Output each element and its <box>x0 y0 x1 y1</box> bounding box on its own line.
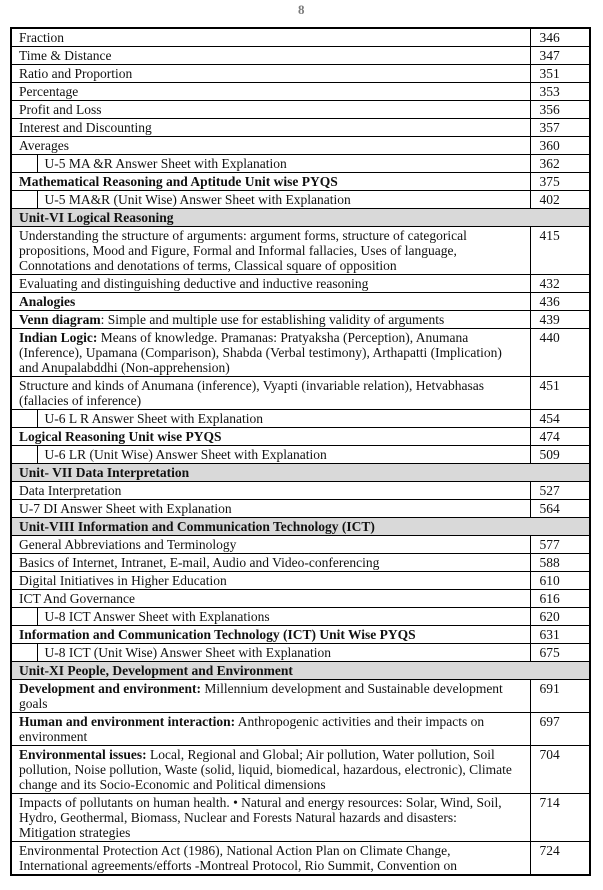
topic-page-number: 616 <box>530 590 590 608</box>
toc-row <box>11 746 590 794</box>
unit-section-row <box>11 662 590 680</box>
topic-title: Information and Communication Technology (ICT) Unit Wise PYQS <box>11 626 530 644</box>
toc-row <box>11 119 590 137</box>
topic-title: U-7 DI Answer Sheet with Explanation <box>11 500 530 518</box>
topic-page-number: 451 <box>530 377 590 410</box>
topic-title: Indian Logic: Means of knowledge. Pramanas: Pratyaksha (Perception), Anumana (Inference), Upamana (Comparison), Shabda (Verbal testimony), Arthapatti (Implication) and Anupalabddhi (Non-apprehension) <box>11 329 530 377</box>
topic-title: Averages <box>11 137 530 155</box>
indent-spacer <box>11 644 37 662</box>
toc-row <box>11 377 590 410</box>
unit-section-title: Unit-VI Logical Reasoning <box>11 209 590 227</box>
toc-row <box>11 590 590 608</box>
topic-title: U-5 MA&R (Unit Wise) Answer Sheet with Explanation <box>37 191 530 209</box>
page-number: 8 <box>298 2 305 17</box>
topic-title: Data Interpretation <box>11 482 530 500</box>
topic-page-number: 356 <box>530 101 590 119</box>
topic-title: Ratio and Proportion <box>11 65 530 83</box>
toc-row <box>11 28 590 47</box>
topic-title: Basics of Internet, Intranet, E-mail, Audio and Video-conferencing <box>11 554 530 572</box>
topic-page-number: 675 <box>530 644 590 662</box>
toc-row <box>11 842 590 876</box>
toc-table-body <box>11 28 590 875</box>
toc-row <box>11 428 590 446</box>
topic-title-lead: Venn diagram <box>19 312 101 327</box>
topic-title: Percentage <box>11 83 530 101</box>
topic-page-number: 724 <box>530 842 590 876</box>
topic-page-number: 474 <box>530 428 590 446</box>
topic-page-number: 360 <box>530 137 590 155</box>
topic-title: Structure and kinds of Anumana (inference), Vyapti (invariable relation), Hetvabhasas (fallacies of inference) <box>11 377 530 410</box>
topic-title: Environmental Protection Act (1986), National Action Plan on Climate Change, International agreements/efforts -Montreal Protocol, Rio Summit, Convention on <box>11 842 530 876</box>
topic-page-number: 346 <box>530 28 590 47</box>
topic-title-lead: Indian Logic: <box>19 330 98 345</box>
topic-title: ICT And Governance <box>11 590 530 608</box>
topic-page-number: 439 <box>530 311 590 329</box>
toc-row <box>11 293 590 311</box>
topic-title: Environmental issues: Local, Regional and Global; Air pollution, Water pollution, Soil pollution, Noise pollution, Waste (solid, liquid, biomedical, hazardous, electronic), Climate change and its Socio-Economic and Political dimensions <box>11 746 530 794</box>
toc-row <box>11 680 590 713</box>
topic-title-lead: Human and environment interaction: <box>19 714 236 729</box>
unit-section-title: Unit-XI People, Development and Environment <box>11 662 590 680</box>
toc-row <box>11 47 590 65</box>
toc-row <box>11 794 590 842</box>
unit-section-row <box>11 464 590 482</box>
topic-title: Analogies <box>11 293 530 311</box>
topic-title: Impacts of pollutants on human health. • Natural and energy resources: Solar, Wind, Soil, Hydro, Geothermal, Biomass, Nuclear and Forests Natural hazards and disasters: Mitigation strategies <box>11 794 530 842</box>
toc-row <box>11 83 590 101</box>
toc-row <box>11 446 590 464</box>
toc-row <box>11 329 590 377</box>
topic-page-number: 714 <box>530 794 590 842</box>
topic-page-number: 440 <box>530 329 590 377</box>
toc-row <box>11 554 590 572</box>
toc-table <box>10 27 591 876</box>
toc-row <box>11 410 590 428</box>
topic-title: General Abbreviations and Terminology <box>11 536 530 554</box>
topic-title: Development and environment: Millennium development and Sustainable development goals <box>11 680 530 713</box>
topic-page-number: 697 <box>530 713 590 746</box>
toc-row <box>11 644 590 662</box>
topic-title: Mathematical Reasoning and Aptitude Unit wise PYQS <box>11 173 530 191</box>
topic-title: Fraction <box>11 28 530 47</box>
unit-section-title: Unit- VII Data Interpretation <box>11 464 590 482</box>
toc-row <box>11 65 590 83</box>
unit-section-row <box>11 209 590 227</box>
topic-title: Profit and Loss <box>11 101 530 119</box>
topic-title: Logical Reasoning Unit wise PYQS <box>11 428 530 446</box>
topic-page-number: 432 <box>530 275 590 293</box>
topic-page-number: 357 <box>530 119 590 137</box>
topic-page-number: 362 <box>530 155 590 173</box>
toc-row <box>11 713 590 746</box>
toc-row <box>11 191 590 209</box>
toc-row <box>11 536 590 554</box>
topic-title: U-8 ICT Answer Sheet with Explanations <box>37 608 530 626</box>
topic-title: U-5 MA &R Answer Sheet with Explanation <box>37 155 530 173</box>
topic-page-number: 402 <box>530 191 590 209</box>
unit-section-title: Unit-VIII Information and Communication Technology (ICT) <box>11 518 590 536</box>
topic-page-number: 415 <box>530 227 590 275</box>
toc-row <box>11 227 590 275</box>
toc-row <box>11 608 590 626</box>
toc-row <box>11 500 590 518</box>
toc-row <box>11 572 590 590</box>
topic-page-number: 527 <box>530 482 590 500</box>
topic-page-number: 509 <box>530 446 590 464</box>
toc-row <box>11 155 590 173</box>
topic-title: Time & Distance <box>11 47 530 65</box>
topic-page-number: 620 <box>530 608 590 626</box>
topic-title: U-8 ICT (Unit Wise) Answer Sheet with Explanation <box>37 644 530 662</box>
toc-row <box>11 275 590 293</box>
topic-page-number: 631 <box>530 626 590 644</box>
toc-row <box>11 311 590 329</box>
topic-page-number: 436 <box>530 293 590 311</box>
topic-page-number: 704 <box>530 746 590 794</box>
topic-page-number: 564 <box>530 500 590 518</box>
topic-title: Interest and Discounting <box>11 119 530 137</box>
topic-title: Digital Initiatives in Higher Education <box>11 572 530 590</box>
topic-title: U-6 LR (Unit Wise) Answer Sheet with Explanation <box>37 446 530 464</box>
toc-row <box>11 482 590 500</box>
unit-section-row <box>11 518 590 536</box>
indent-spacer <box>11 191 37 209</box>
topic-page-number: 351 <box>530 65 590 83</box>
topic-title: U-6 L R Answer Sheet with Explanation <box>37 410 530 428</box>
topic-page-number: 454 <box>530 410 590 428</box>
topic-title-lead: Environmental issues: <box>19 747 147 762</box>
indent-spacer <box>11 155 37 173</box>
topic-title: Understanding the structure of arguments: argument forms, structure of categorical propositions, Mood and Figure, Formal and Informal fallacies, Uses of language, Connotations and denotations of terms, Classical square of opposition <box>11 227 530 275</box>
toc-row <box>11 101 590 119</box>
indent-spacer <box>11 410 37 428</box>
topic-page-number: 691 <box>530 680 590 713</box>
topic-page-number: 353 <box>530 83 590 101</box>
toc-row <box>11 173 590 191</box>
topic-title: Venn diagram: Simple and multiple use for establishing validity of arguments <box>11 311 530 329</box>
topic-page-number: 588 <box>530 554 590 572</box>
topic-title: Human and environment interaction: Anthropogenic activities and their impacts on environment <box>11 713 530 746</box>
topic-page-number: 347 <box>530 47 590 65</box>
topic-title-lead: Development and environment: <box>19 681 201 696</box>
indent-spacer <box>11 608 37 626</box>
topic-page-number: 577 <box>530 536 590 554</box>
toc-row <box>11 626 590 644</box>
toc-row <box>11 137 590 155</box>
indent-spacer <box>11 446 37 464</box>
topic-title: Evaluating and distinguishing deductive and inductive reasoning <box>11 275 530 293</box>
topic-page-number: 610 <box>530 572 590 590</box>
topic-page-number: 375 <box>530 173 590 191</box>
